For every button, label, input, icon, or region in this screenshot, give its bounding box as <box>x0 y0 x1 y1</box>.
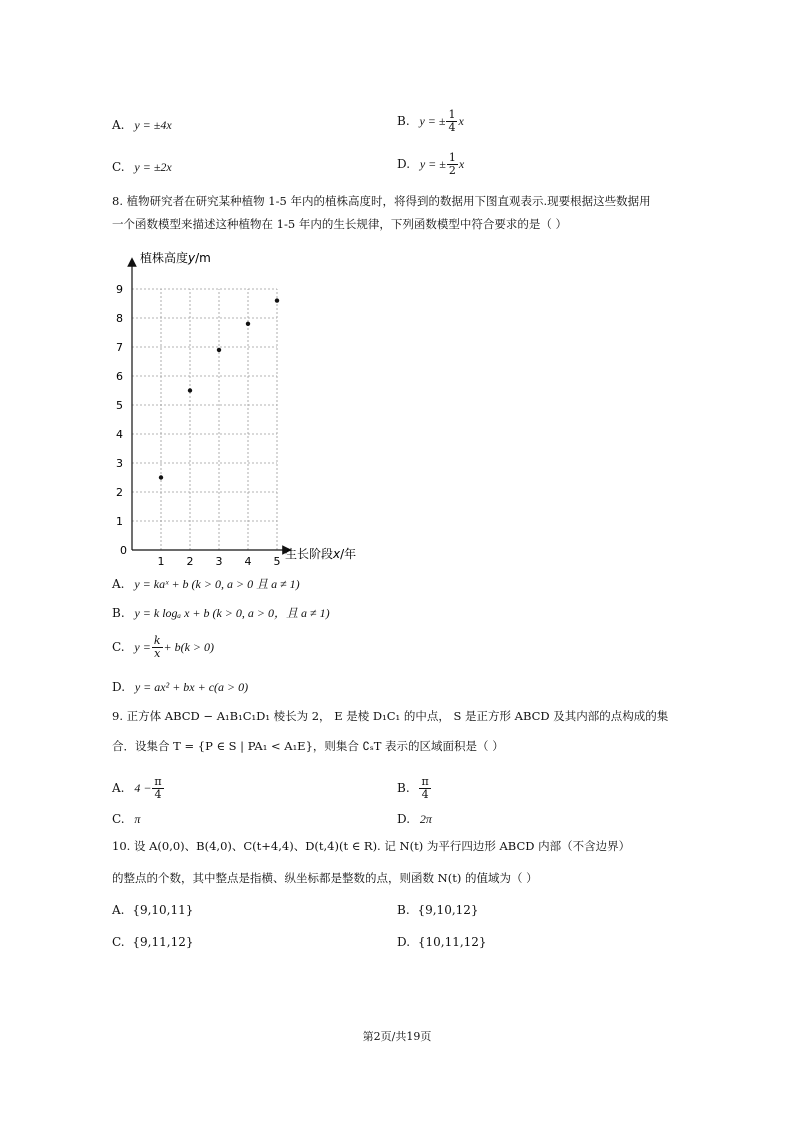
chart-ticks <box>116 283 281 566</box>
fraction <box>446 109 457 134</box>
q10-option-b <box>397 902 479 918</box>
fraction-numerator: 1 <box>448 108 456 121</box>
x-axis-label-text: 生长阶段 <box>285 547 334 561</box>
y-tick-label: 2 <box>116 486 123 499</box>
option-text-post: x <box>458 114 464 128</box>
x-tick-label: 4 <box>244 555 252 566</box>
growth-scatter-chart <box>112 250 412 566</box>
option-text: y = ±2x <box>134 160 172 174</box>
fraction-denominator: 2 <box>448 164 456 177</box>
option-text: π <box>134 812 141 826</box>
option-text-post: x <box>458 157 465 171</box>
option-text: {10,11,12} <box>417 935 487 949</box>
option-label: B. <box>397 903 410 917</box>
q10-stem-line1: 10. 设 A(0,0)、B(4,0)、C(t+4,4)、D(t,4)(t ∈ R). 记 N(t) 为平行四边形 ABCD 内部（不含边界） <box>112 839 631 853</box>
option-label: A. <box>112 903 125 917</box>
chart-grid <box>132 289 277 550</box>
fraction-numerator: 1 <box>448 151 456 164</box>
fraction <box>152 635 163 660</box>
option-label: D. <box>397 935 411 949</box>
q8-option-a <box>112 576 300 592</box>
option-text: y = kaˣ + b (k > 0, a > 0 且 a ≠ 1) <box>134 577 300 591</box>
option-text: y = ±4x <box>134 118 172 132</box>
y-tick-label: 3 <box>116 457 123 470</box>
q8-option-c <box>112 635 214 660</box>
option-label: C. <box>112 935 125 949</box>
q9-option-c <box>112 811 140 827</box>
option-label: C. <box>112 812 125 826</box>
fraction-denominator: 4 <box>421 788 429 801</box>
fraction <box>419 776 430 801</box>
q8-stem-line2: 一个函数模型来描述这种植物在 1-5 年内的生长规律，下列函数模型中符合要求的是（ ） <box>112 217 567 231</box>
q10-option-a <box>112 902 193 918</box>
option-label: D. <box>112 680 126 694</box>
option-text-post: + b(k > 0) <box>163 640 215 654</box>
x-tick-label: 1 <box>157 555 165 566</box>
option-text: 4 − <box>134 781 152 795</box>
x-tick-label: 3 <box>215 555 223 566</box>
y-axis-label-unit: /m <box>195 251 211 265</box>
page-footer: 第2页/共19页 <box>362 1030 432 1043</box>
option-label: A. <box>112 781 125 795</box>
option-label: C. <box>112 160 125 174</box>
option-text: y = ± <box>419 157 446 171</box>
option-label: B. <box>112 606 125 620</box>
fraction-numerator: π <box>421 775 429 788</box>
origin-label: 0 <box>120 544 127 557</box>
q7-option-b <box>397 109 464 134</box>
option-label: B. <box>397 114 410 128</box>
option-text: y = <box>134 640 151 654</box>
q10-option-c <box>112 934 193 950</box>
option-text: 2π <box>419 812 432 826</box>
option-text: {9,10,11} <box>132 903 194 917</box>
q7-option-c <box>112 159 172 175</box>
y-tick-label: 4 <box>116 428 123 441</box>
q9-stem-line1: 9. 正方体 ABCD − A₁B₁C₁D₁ 棱长为 2， E 是棱 D₁C₁ 的中点， S 是正方形 ABCD 及其内部的点构成的集 <box>112 709 669 723</box>
q7-option-d <box>397 152 464 177</box>
fraction <box>152 776 163 801</box>
y-axis-label-var: y <box>188 251 196 265</box>
y-tick-label: 8 <box>116 312 123 325</box>
fraction-numerator: π <box>154 775 162 788</box>
option-label: D. <box>397 157 411 171</box>
option-label: C. <box>112 640 125 654</box>
q9-option-d <box>397 811 432 827</box>
q7-option-a <box>112 117 172 133</box>
fraction-numerator: k <box>153 634 161 647</box>
y-tick-label: 7 <box>116 341 123 354</box>
data-point <box>188 388 192 392</box>
x-tick-label: 5 <box>273 555 281 566</box>
y-tick-label: 1 <box>116 515 123 528</box>
q10-stem-line2: 的整点的个数，其中整点是指横、纵坐标都是整数的点，则函数 N(t) 的值域为（ ） <box>112 871 538 885</box>
option-text: {9,10,12} <box>417 903 479 917</box>
x-axis-label-var: x <box>333 547 341 561</box>
option-label: D. <box>397 812 411 826</box>
y-tick-label: 6 <box>116 370 123 383</box>
option-text: y = ax² + bx + c(a > 0) <box>134 680 249 694</box>
y-tick-label: 5 <box>116 399 123 412</box>
data-point <box>159 475 163 479</box>
x-axis-label <box>285 546 356 561</box>
q8-stem-line1: 8. 植物研究者在研究某种植物 1-5 年内的植株高度时，将得到的数据用下图直观表示.现要根据这些数据用 <box>112 194 651 208</box>
q8-option-b <box>112 605 330 621</box>
fraction-denominator: 4 <box>448 121 456 134</box>
x-tick-label: 2 <box>186 555 194 566</box>
option-label: A. <box>112 118 125 132</box>
option-text: y = ± <box>419 114 446 128</box>
option-text: y = k logₐ x + b (k > 0, a > 0，且 a ≠ 1) <box>134 606 330 620</box>
option-label: B. <box>397 781 410 795</box>
x-axis-label-unit: /年 <box>340 547 357 561</box>
data-point <box>246 322 250 326</box>
y-tick-label: 9 <box>116 283 123 296</box>
y-axis-label <box>140 250 211 265</box>
data-point <box>275 298 279 302</box>
data-point <box>217 348 221 352</box>
q8-option-d <box>112 679 248 695</box>
q9-stem-line2: 合．设集合 T = {P ∈ S | PA₁ < A₁E}，则集合 ∁ₛT 表示的区域面积是（ ） <box>112 739 504 753</box>
option-text: {9,11,12} <box>132 935 194 949</box>
y-axis-label-text: 植株高度 <box>140 251 189 265</box>
option-label: A. <box>112 577 125 591</box>
q9-option-a <box>112 776 165 801</box>
fraction-denominator: 4 <box>154 788 162 801</box>
fraction-denominator: x <box>154 647 161 660</box>
q9-option-b <box>397 776 432 801</box>
fraction <box>447 152 458 177</box>
q10-option-d <box>397 934 487 950</box>
